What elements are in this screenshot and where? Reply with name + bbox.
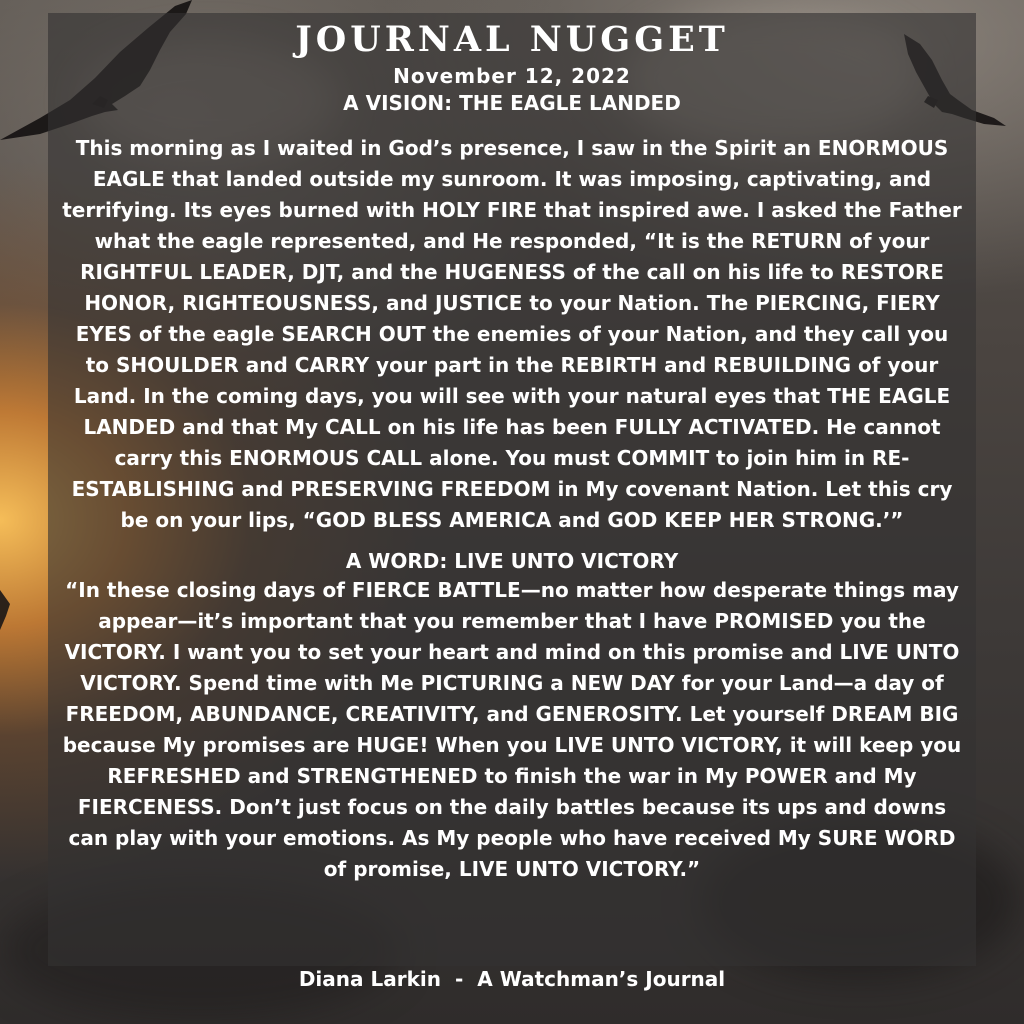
section-heading-vision: A VISION: THE EAGLE LANDED [343, 91, 681, 115]
section-heading-word: A WORD: LIVE UNTO VICTORY [345, 549, 679, 573]
publication-name: A Watchman’s Journal [477, 967, 726, 991]
author-name: Diana Larkin [298, 967, 441, 991]
vision-paragraph: This morning as I waited in God’s presence, I saw in the Spirit an ENORMOUS EAGLE that landed outside my sunroom. It was imposing, captivating, and terrifying. Its eyes burned with HOLY FIRE that inspired awe. I asked the Father what the eagle represented, and He responded, “It is the RETURN of your RIGHTFUL LEADER, DJT, and the HUGENESS of the call on his life to RESTORE HONOR, RIGHTEOUSNESS, and JUSTICE to your Nation. The PIERCING, FIERY EYES of the eagle SEARCH OUT the enemies of your Nation, and they call you to SHOULDER and CARRY your part in the REBIRTH and REBUILDING of your Land. In the coming days, you will see with your natural eyes that THE EAGLE LANDED and that My CALL on his life has been FULLY ACTIVATED. He cannot carry this ENORMOUS CALL alone. You must COMMIT to join him in RE-ESTABLISHING and PRESERVING FREEDOM in My covenant Nation. Let this cry be on your lips, “GOD BLESS AMERICA and GOD KEEP HER STRONG.’” [62, 136, 962, 532]
eagle-silhouette-icon [0, 590, 14, 630]
word-paragraph: “In these closing days of FIERCE BATTLE—no matter how desperate things may appear—it’s important that you remember that I have PROMISED you the VICTORY. I want you to set your heart and mind on this promise and LIVE UNTO VICTORY. Spend time with Me PICTURING a NEW DAY for your Land—a day of FREEDOM, ABUNDANCE, CREATIVITY, and GENEROSITY. Let yourself DREAM BIG because My promises are HUGE! When you LIVE UNTO VICTORY, it will keep you REFRESHED and STRENGTHENED to finish the war in My POWER and My FIERCENESS. Don’t just focus on the daily battles because its ups and downs can play with your emotions. As My people who have received My SURE WORD of promise, LIVE UNTO VICTORY.” [62, 578, 962, 881]
footer-separator: - [454, 967, 464, 991]
journal-content [48, 13, 976, 885]
page-title: JOURNAL NUGGET [295, 19, 729, 60]
entry-date: November 12, 2022 [393, 64, 631, 88]
footer-credit [0, 965, 1024, 993]
